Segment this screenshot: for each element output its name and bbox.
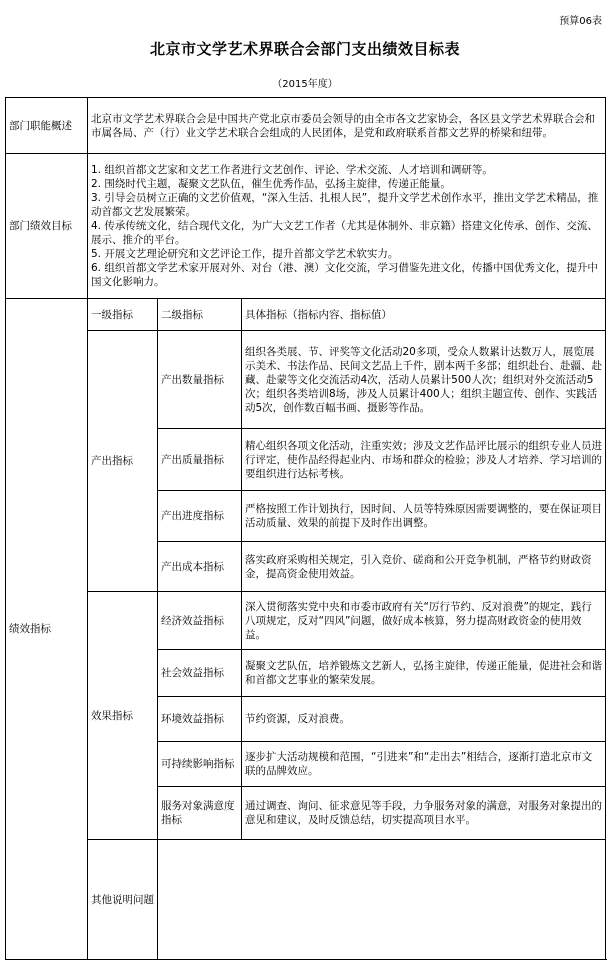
indicator-detail: 落实政府采购相关规定，引入竞价、磋商和公开竞争机制，严格节约财政资金，提高资金使用效益。 <box>242 542 606 592</box>
other-notes-text <box>158 840 606 960</box>
indicator-name: 产出质量指标 <box>158 429 242 491</box>
indicator-detail: 节约资源，反对浪费。 <box>242 697 606 742</box>
indicator-detail: 深入贯彻落实党中央和市委市政府有关“厉行节约、反对浪费”的规定，践行八项规定，反对“四风”问题，做好成本核算，努力提高财政资金的使用效益。 <box>242 592 606 650</box>
goal-item: 4. 传承传统文化，结合现代文化，为广大文艺工作者（尤其是体制外、非京籍）搭建文化传承、创作、交流、展示、推介的平台。 <box>91 220 598 246</box>
indicator-detail: 严格按照工作计划执行，因时间、人员等特殊原因需要调整的，要在保证项目活动质量、效果的前提下及时作出调整。 <box>242 491 606 542</box>
goal-item: 3. 引导会员树立正确的文艺价值观，“深入生活、扎根人民”，提升文学艺术创作水平，推出文学艺术精品，推动首都文艺发展繁荣。 <box>91 192 599 218</box>
other-notes-label: 其他说明问题 <box>88 840 158 960</box>
indicator-detail: 凝聚文艺队伍，培养锻炼文艺新人，弘扬主旋律，传递正能量，促进社会和谐和首都文艺事业的繁荣发展。 <box>242 650 606 697</box>
output-indicator-label: 产出指标 <box>88 331 158 592</box>
indicator-name: 环境效益指标 <box>158 697 242 742</box>
department-function-label: 部门职能概述 <box>6 98 88 154</box>
indicator-name: 服务对象满意度指标 <box>158 787 242 840</box>
indicator-detail: 组织各类展、节、评奖等文化活动20多项，受众人数累计达数万人，展览展示美术、书法作品、民间文艺品上千件，剧本两千多部；组织赴台、赴疆、赴藏、赴蒙等文化交流活动4次，活动人员累计500人次；组织对外交流活动5次；组织各类培训8场，涉及人员累计400人；组织主题宣传、创作、实践活动5次，创作数百幅书画、摄影等作品。 <box>242 331 606 429</box>
performance-target-table <box>5 97 606 960</box>
indicator-detail: 通过调查、询问、征求意见等手段，力争服务对象的满意，对服务对象提出的意见和建议，及时反馈总结，切实提高项目水平。 <box>242 787 606 840</box>
goal-item: 6. 组织首都文学艺术家开展对外、对台（港、澳）文化交流，学习借鉴先进文化，传播中国优秀文化，提升中国文化影响力。 <box>91 262 598 288</box>
goal-item: 2. 围绕时代主题，凝聚文艺队伍，催生优秀作品，弘扬主旋律，传递正能量。 <box>91 178 451 190</box>
col-header-level2: 二级指标 <box>158 299 242 331</box>
department-function-text: 北京市文学艺术界联合会是中国共产党北京市委员会领导的由全市各文艺家协会，各区县文学艺术界联合会和市属各局、产（行）业文学艺术联合会组成的人民团体，是党和政府联系首都文艺界的桥梁和纽带。 <box>88 98 606 154</box>
col-header-level1: 一级指标 <box>88 299 158 331</box>
fiscal-year: （2015年度） <box>272 79 338 90</box>
form-code: 预算06表 <box>559 16 602 27</box>
goal-item: 5. 开展文艺理论研究和文艺评论工作，提升首都文学艺术软实力。 <box>91 248 399 260</box>
indicators-label: 绩效指标 <box>6 299 88 960</box>
indicator-name: 经济效益指标 <box>158 592 242 650</box>
indicator-name: 产出数量指标 <box>158 331 242 429</box>
indicator-name: 产出进度指标 <box>158 491 242 542</box>
goal-item: 1. 组织首都文艺家和文艺工作者进行文艺创作、评论、学术交流、人才培训和调研等。 <box>91 164 493 176</box>
indicator-detail: 精心组织各项文化活动，注重实效；涉及文艺作品评比展示的组织专业人员进行评定，使作品经得起业内、市场和群众的检验；涉及人才培养、学习培训的要组织进行达标考核。 <box>242 429 606 491</box>
indicator-name: 可持续影响指标 <box>158 742 242 787</box>
indicator-detail: 逐步扩大活动规模和范围，“引进来”和“走出去”相结合，逐渐打造北京市文联的品牌效应。 <box>242 742 606 787</box>
indicator-name: 社会效益指标 <box>158 650 242 697</box>
indicator-name: 产出成本指标 <box>158 542 242 592</box>
outcome-indicator-label: 效果指标 <box>88 592 158 840</box>
page-title: 北京市文学艺术界联合会部门支出绩效目标表 <box>149 40 460 58</box>
col-header-detail: 具体指标（指标内容、指标值） <box>242 299 606 331</box>
performance-goals-list <box>88 154 606 299</box>
performance-goals-label: 部门绩效目标 <box>6 154 88 299</box>
